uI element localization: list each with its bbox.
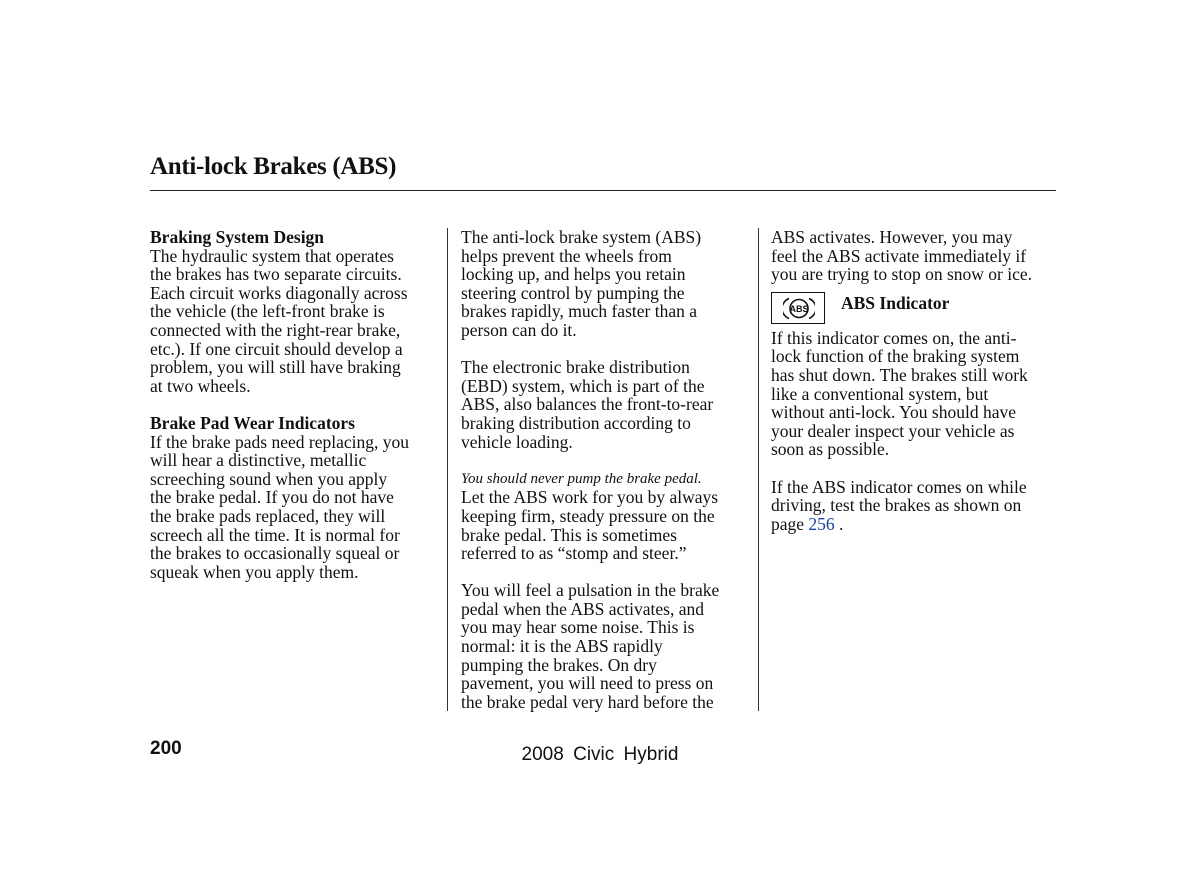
text-line: at two wheels.	[150, 375, 251, 396]
page-number: 200	[150, 738, 182, 759]
paragraph-gap	[150, 395, 440, 414]
text-line: screech all the time. It is normal for	[150, 524, 400, 545]
column-divider-1	[447, 228, 448, 711]
page-ref-prefix: page	[771, 513, 809, 534]
text-line: vehicle loading.	[461, 431, 573, 452]
text-line: the brake pedal. If you do not have	[150, 487, 394, 508]
column-2	[461, 228, 756, 711]
column-1	[150, 228, 440, 581]
column-3	[771, 228, 1061, 533]
abs-indicator-heading-row	[771, 292, 1061, 329]
text-line: Each circuit works diagonally across	[150, 282, 408, 303]
page-title: Anti-lock Brakes (ABS)	[150, 153, 397, 180]
title-divider	[150, 190, 1056, 191]
text-line: feel the ABS activate immediately if	[771, 245, 1027, 266]
abs-warning-icon	[783, 295, 815, 322]
text-line: pedal when the ABS activates, and	[461, 598, 704, 619]
abs-indicator-heading: ABS Indicator	[841, 292, 950, 313]
text-line: problem, you will still have braking	[150, 357, 401, 378]
text-line: The anti-lock brake system (ABS)	[461, 227, 702, 247]
text-line: steering control by pumping the	[461, 282, 685, 303]
page-256-link[interactable]: 256	[808, 513, 835, 534]
abs-icon-text: ABS	[789, 303, 809, 314]
text-line: helps prevent the wheels from	[461, 245, 672, 266]
footer-model-name: 2008 Civic Hybrid	[521, 744, 679, 765]
text-line: will hear a distinctive, metallic	[150, 450, 367, 471]
text-line: normal: it is the ABS rapidly	[461, 636, 663, 657]
text-line: ABS activates. However, you may	[771, 227, 1013, 247]
text-line: You will feel a pulsation in the brake	[461, 580, 720, 601]
text-line: keeping firm, steady pressure on the	[461, 505, 715, 526]
text-line: etc.). If one circuit should develop a	[150, 338, 403, 359]
text-line: The electronic brake distribution	[461, 357, 690, 378]
paragraph-gap	[771, 459, 1061, 478]
text-line: braking distribution according to	[461, 412, 691, 433]
text-line: lock function of the braking system	[771, 346, 1020, 367]
abs-indicator-box	[771, 292, 825, 324]
text-line: brake pedal. This is sometimes	[461, 524, 677, 545]
section-heading-brake-pad-wear-indicators: Brake Pad Wear Indicators	[150, 412, 355, 433]
section-heading-braking-system-design: Braking System Design	[150, 227, 325, 247]
paragraph-gap	[461, 451, 756, 470]
text-line: brakes rapidly, much faster than a	[461, 301, 697, 322]
text-line: locking up, and helps you retain	[461, 264, 686, 285]
text-line: If the ABS indicator comes on while	[771, 476, 1027, 497]
text-line: driving, test the brakes as shown on	[771, 495, 1022, 516]
text-line: like a conventional system, but	[771, 383, 989, 404]
column-divider-2	[758, 228, 759, 711]
paragraph-gap	[461, 340, 756, 359]
text-line: referred to as “stomp and steer.”	[461, 543, 687, 564]
text-line: you are trying to stop on snow or ice.	[771, 264, 1032, 285]
text-line: If this indicator comes on, the anti-	[771, 327, 1017, 348]
italic-note: You should never pump the brake pedal.	[461, 470, 702, 487]
text-line: Let the ABS work for you by always	[461, 487, 719, 508]
page-ref-suffix: .	[834, 513, 844, 534]
text-line: squeak when you apply them.	[150, 561, 359, 582]
text-line: connected with the right-rear brake,	[150, 319, 401, 340]
text-line: the brake pedal very hard before the	[461, 691, 714, 712]
text-line: without anti-lock. You should have	[771, 402, 1016, 423]
text-line: the brake pads replaced, they will	[150, 505, 386, 526]
text-line: pumping the brakes. On dry	[461, 654, 657, 675]
text-line: (EBD) system, which is part of the	[461, 375, 705, 396]
text-line: If the brake pads need replacing, you	[150, 431, 409, 452]
text-line: your dealer inspect your vehicle as	[771, 420, 1015, 441]
text-line: pavement, you will need to press on	[461, 673, 714, 694]
text-line: soon as possible.	[771, 439, 890, 460]
text-line: you may hear some noise. This is	[461, 617, 695, 638]
paragraph-gap	[461, 563, 756, 582]
text-line: the vehicle (the left-front brake is	[150, 301, 385, 322]
text-line: has shut down. The brakes still work	[771, 364, 1028, 385]
text-line: the brakes to occasionally squeal or	[150, 543, 400, 564]
text-line: The hydraulic system that operates	[150, 245, 394, 266]
text-line: the brakes has two separate circuits.	[150, 264, 402, 285]
text-line: ABS, also balances the front-to-rear	[461, 394, 714, 415]
text-line-with-link	[771, 515, 1061, 534]
text-line: screeching sound when you apply	[150, 468, 388, 489]
text-line: person can do it.	[461, 319, 577, 340]
